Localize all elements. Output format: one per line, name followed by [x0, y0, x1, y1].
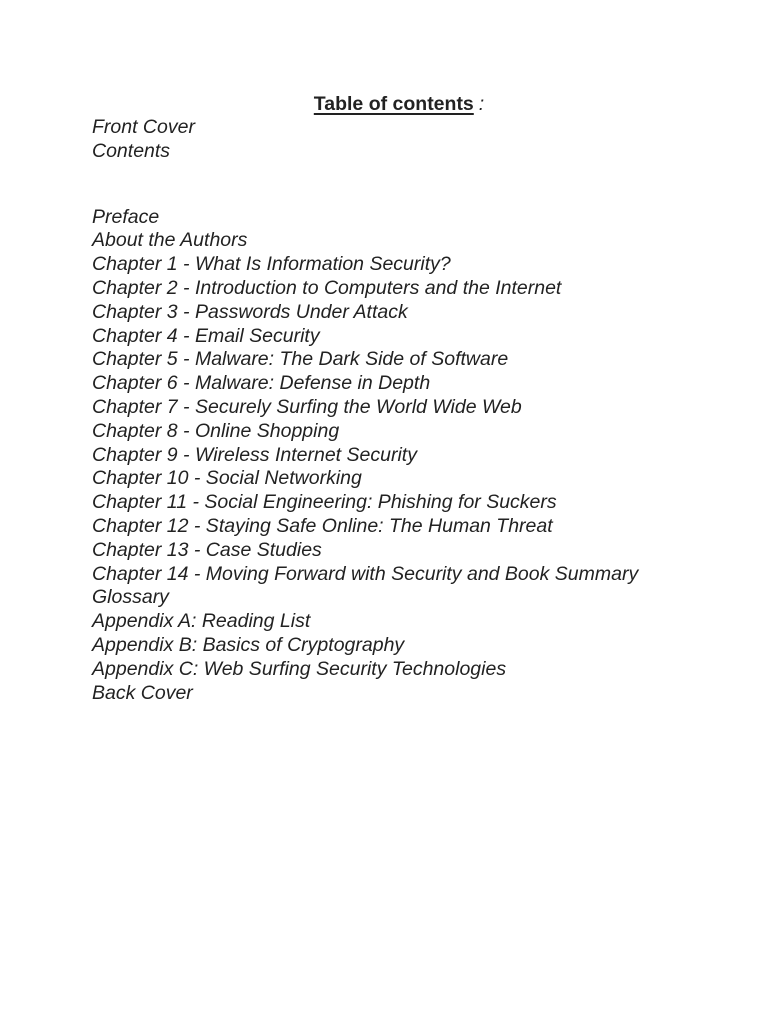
toc-item-appendix-b: Appendix B: Basics of Cryptography: [92, 633, 405, 656]
toc-title-colon: :: [478, 93, 485, 115]
toc-heading: [0, 92, 768, 116]
toc-item-chapter-5: Chapter 5 - Malware: The Dark Side of Software: [92, 348, 509, 371]
toc-item-front-cover: Front Cover: [92, 116, 195, 138]
toc-item-chapter-14: Chapter 14 - Moving Forward with Security and Book Summary: [92, 562, 639, 585]
toc-item-appendix-c: Appendix C: Web Surfing Security Technologies: [92, 657, 507, 680]
toc-item-preface: Preface: [92, 205, 160, 228]
toc-item-contents: Contents: [92, 139, 171, 162]
toc-item-chapter-12: Chapter 12 - Staying Safe Online: The Human Threat: [92, 514, 553, 537]
toc-item-chapter-10: Chapter 10 - Social Networking: [92, 467, 362, 490]
toc-item-chapter-2: Chapter 2 - Introduction to Computers and the Internet: [92, 276, 562, 299]
toc-item-glossary: Glossary: [92, 586, 169, 609]
toc-item-chapter-1: Chapter 1 - What Is Information Security?: [92, 253, 451, 276]
toc-item-back-cover: Back Cover: [92, 681, 193, 704]
toc-item-chapter-3: Chapter 3 - Passwords Under Attack: [92, 300, 408, 323]
toc-item-chapter-9: Chapter 9 - Wireless Internet Security: [92, 443, 417, 466]
toc-list: [92, 116, 752, 705]
toc-title: Table of contents: [313, 93, 474, 115]
toc-item-chapter-13: Chapter 13 - Case Studies: [92, 538, 322, 561]
toc-item-chapter-8: Chapter 8 - Online Shopping: [92, 419, 340, 442]
toc-item-chapter-11: Chapter 11 - Social Engineering: Phishing for Suckers: [92, 491, 557, 514]
toc-item-chapter-6: Chapter 6 - Malware: Defense in Depth: [92, 372, 431, 395]
toc-item-appendix-a: Appendix A: Reading List: [92, 610, 311, 633]
toc-item-about-authors: About the Authors: [92, 229, 248, 252]
toc-item-chapter-4: Chapter 4 - Email Security: [92, 324, 320, 347]
toc-item-chapter-7: Chapter 7 - Securely Surfing the World Wide Web: [92, 395, 522, 418]
